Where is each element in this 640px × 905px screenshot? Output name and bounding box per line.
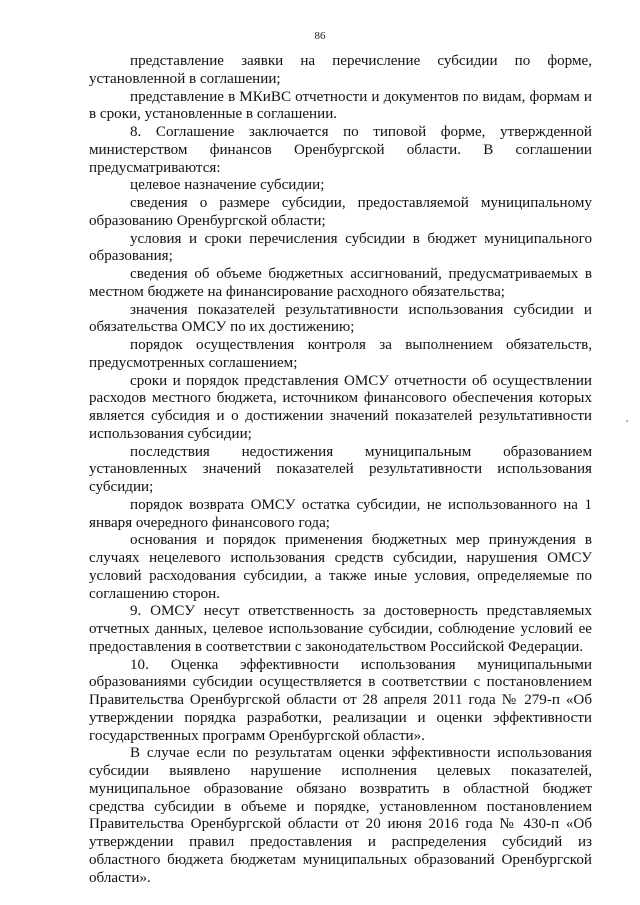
paragraph-clause-10: 10. Оценка эффективности использования муниципальными образованиями субсидии осуществляется в соответствии с постановлением Правительства Оренбургской области от 28 апреля 2011 года № 279-п «Об утверждении порядка разработки, реализации и оценки эффективности государственных программ Оренбургской области».	[89, 656, 592, 744]
paragraph-clause-8: 8. Соглашение заключается по типовой форме, утвержденной министерством финансов Оренбургской области. В соглашении предусматриваются:	[89, 124, 592, 176]
paragraph-refund-case: В случае если по результатам оценки эффективности использования субсидии выявлено нарушение исполнения целевых показателей, муниципальное образование обязано возвратить в областной бюджет средства субсидии в объеме и порядке, установленном постановлением Правительства Оренбургской области от 20 июня 2016 года № 430-п «Об утверждении правил предоставления и распределения субсидий из областного бюджета бюджетам муниципальных образований Оренбургской области».	[89, 745, 592, 886]
paragraph-clause-9: 9. ОМСУ несут ответственность за достоверность представляемых отчетных данных, целевое использование субсидии, соблюдение условий ее предоставления в соответствии с законодательством Российской Федерации.	[89, 603, 592, 655]
paragraph-budget-allocations: сведения об объеме бюджетных ассигнований, предусматриваемых в местном бюджете на финансирование расходного обязательства;	[89, 266, 592, 300]
document-body	[89, 53, 592, 887]
paragraph-balance-return: порядок возврата ОМСУ остатка субсидии, не использованного на 1 января очередного финансового года;	[89, 496, 592, 531]
paragraph-reporting-terms: сроки и порядок представления ОМСУ отчетности об осуществлении расходов местного бюджета, источником финансового обеспечения которых является субсидия и о достижении значений показателей результативности использования субсидии;	[89, 372, 592, 442]
paragraph-subsidy-amount: сведения о размере субсидии, предоставляемой муниципальному образованию Оренбургской области;	[89, 195, 592, 229]
paragraph-enforcement-measures: основания и порядок применения бюджетных мер принуждения в случаях нецелевого использования средств субсидии, нарушения ОМСУ условий расходования субсидии, а также иные условия, определяемые по соглашению сторон.	[89, 532, 592, 602]
page-number: 86	[314, 30, 326, 42]
paragraph-application-submission: представление заявки на перечисление субсидии по форме, установленной в соглашении;	[89, 53, 592, 87]
paragraph-control-procedure: порядок осуществления контроля за выполнением обязательств, предусмотренных соглашением;	[89, 337, 592, 371]
paragraph-purpose: целевое назначение субсидии;	[130, 177, 325, 194]
scan-speck	[626, 420, 628, 422]
paragraph-reporting-submission: представление в МКиВС отчетности и документов по видам, формам и в сроки, установленные в соглашении.	[89, 88, 592, 123]
paragraph-performance-indicators: значения показателей результативности использования субсидии и обязательства ОМСУ по их достижению;	[89, 301, 592, 336]
paragraph-non-achievement: последствия недостижения муниципальным образованием установленных значений показателей результативности использования субсидии;	[89, 443, 592, 495]
paragraph-transfer-terms: условия и сроки перечисления субсидии в бюджет муниципального образования;	[89, 230, 592, 265]
